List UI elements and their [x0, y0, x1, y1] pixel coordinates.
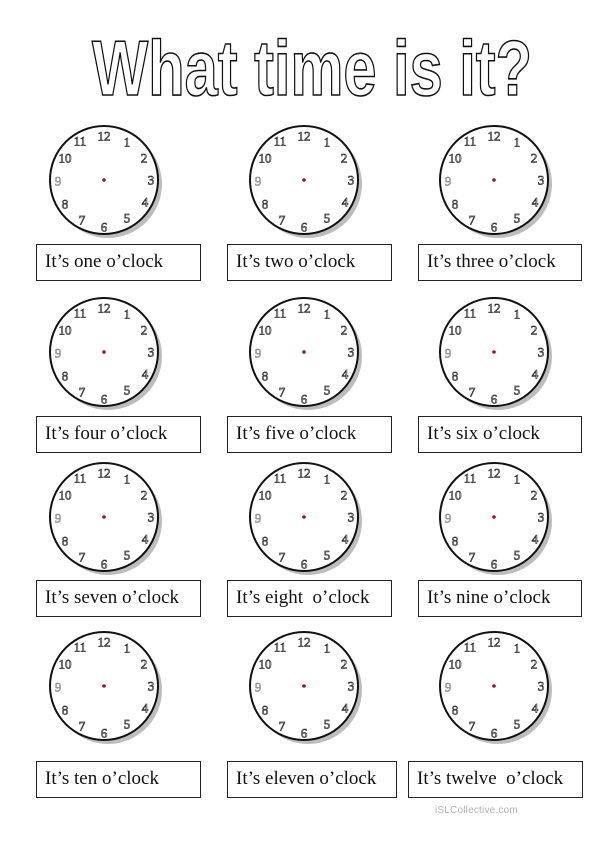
clock-center-dot — [302, 515, 306, 519]
clock-numeral-8: 8 — [61, 533, 69, 549]
clock-numeral-2: 2 — [140, 656, 148, 672]
clock-numeral-5: 5 — [513, 716, 521, 732]
clock-center-dot — [302, 684, 306, 688]
clock-numeral-1: 1 — [323, 134, 331, 150]
clock-face — [244, 626, 364, 746]
clock-center-dot — [302, 350, 306, 354]
clock-numeral-5: 5 — [123, 547, 131, 563]
clock-numeral-3: 3 — [347, 509, 355, 525]
clock-numeral-10: 10 — [258, 322, 272, 338]
clock-numeral-1: 1 — [513, 471, 521, 487]
clock-numeral-5: 5 — [323, 716, 331, 732]
clock-numeral-2: 2 — [340, 487, 348, 503]
clock-numeral-8: 8 — [261, 196, 269, 212]
clock-numeral-12: 12 — [97, 128, 111, 144]
clock-numeral-11: 11 — [273, 305, 287, 321]
clock-numeral-11: 11 — [73, 639, 87, 655]
clock-numeral-6: 6 — [100, 556, 108, 572]
clock-numeral-3: 3 — [537, 678, 545, 694]
clock-numeral-7: 7 — [278, 212, 286, 228]
clock-numeral-7: 7 — [78, 212, 86, 228]
clock-numeral-8: 8 — [451, 196, 459, 212]
clock-numeral-4: 4 — [141, 194, 149, 210]
time-answer-box: It’s nine o’clock — [418, 580, 582, 617]
clock-center-dot — [102, 350, 106, 354]
clock-face — [434, 457, 554, 577]
clock-center-dot — [492, 515, 496, 519]
clock-numeral-5: 5 — [513, 382, 521, 398]
clock-numeral-7: 7 — [468, 718, 476, 734]
clock-numeral-9: 9 — [444, 173, 452, 189]
clock-numeral-10: 10 — [258, 656, 272, 672]
time-answer-box: It’s two o’clock — [227, 244, 392, 281]
clock-numeral-9: 9 — [254, 510, 262, 526]
time-answer-box: It’s one o’clock — [36, 244, 201, 281]
clock-center-dot — [492, 350, 496, 354]
clock-numeral-10: 10 — [58, 656, 72, 672]
clock-numeral-9: 9 — [254, 345, 262, 361]
clock-numeral-5: 5 — [513, 547, 521, 563]
clock-numeral-1: 1 — [123, 134, 131, 150]
clock-numeral-10: 10 — [58, 322, 72, 338]
clock-center-dot — [102, 515, 106, 519]
clock-numeral-9: 9 — [444, 510, 452, 526]
time-answer-box: It’s twelve o’clock — [408, 761, 583, 798]
clock-numeral-7: 7 — [468, 549, 476, 565]
clock-numeral-7: 7 — [78, 718, 86, 734]
clock-numeral-12: 12 — [487, 465, 501, 481]
clock-numeral-10: 10 — [448, 487, 462, 503]
watermark: iSLCollective.com — [435, 805, 518, 816]
clock-numeral-6: 6 — [300, 556, 308, 572]
time-answer-box: It’s eleven o’clock — [227, 761, 397, 798]
clock-face — [44, 120, 164, 240]
clock-numeral-10: 10 — [58, 487, 72, 503]
clock-numeral-8: 8 — [261, 702, 269, 718]
clock-numeral-2: 2 — [530, 150, 538, 166]
clock-numeral-6: 6 — [490, 391, 498, 407]
clock-numeral-9: 9 — [54, 173, 62, 189]
page-title: What time is it? — [92, 24, 532, 112]
clock-face — [434, 626, 554, 746]
clock-numeral-3: 3 — [347, 172, 355, 188]
clock-numeral-9: 9 — [254, 173, 262, 189]
clock-face — [244, 120, 364, 240]
clock-numeral-1: 1 — [123, 640, 131, 656]
time-answer-box: It’s seven o’clock — [36, 580, 201, 617]
clock-numeral-11: 11 — [273, 470, 287, 486]
clock-numeral-2: 2 — [530, 656, 538, 672]
clock-numeral-5: 5 — [123, 716, 131, 732]
clock-numeral-10: 10 — [58, 150, 72, 166]
clock-numeral-9: 9 — [254, 679, 262, 695]
clock-numeral-12: 12 — [297, 300, 311, 316]
clock-center-dot — [302, 178, 306, 182]
clock-numeral-12: 12 — [487, 128, 501, 144]
clock-numeral-4: 4 — [531, 194, 539, 210]
clock-numeral-6: 6 — [100, 391, 108, 407]
clock-numeral-6: 6 — [490, 556, 498, 572]
clock-numeral-11: 11 — [73, 470, 87, 486]
clock-numeral-6: 6 — [100, 725, 108, 741]
clock-numeral-11: 11 — [463, 305, 477, 321]
clock-numeral-7: 7 — [468, 384, 476, 400]
clock-numeral-3: 3 — [537, 172, 545, 188]
clock-numeral-1: 1 — [513, 640, 521, 656]
clock-numeral-7: 7 — [78, 549, 86, 565]
clock-numeral-12: 12 — [487, 634, 501, 650]
clock-numeral-12: 12 — [97, 634, 111, 650]
clock-face — [244, 457, 364, 577]
clock-numeral-8: 8 — [451, 533, 459, 549]
clock-numeral-1: 1 — [123, 306, 131, 322]
clock-numeral-4: 4 — [531, 366, 539, 382]
clock-numeral-7: 7 — [278, 718, 286, 734]
clock-face — [44, 457, 164, 577]
clock-numeral-5: 5 — [123, 210, 131, 226]
clock-numeral-2: 2 — [140, 322, 148, 338]
clock-numeral-11: 11 — [463, 133, 477, 149]
clock-numeral-3: 3 — [537, 344, 545, 360]
clock-numeral-8: 8 — [61, 196, 69, 212]
clock-numeral-1: 1 — [123, 471, 131, 487]
clock-numeral-3: 3 — [147, 172, 155, 188]
clock-numeral-12: 12 — [97, 465, 111, 481]
clock-numeral-4: 4 — [141, 531, 149, 547]
clock-numeral-3: 3 — [347, 678, 355, 694]
clock-center-dot — [102, 684, 106, 688]
clock-numeral-9: 9 — [444, 345, 452, 361]
clock-numeral-5: 5 — [323, 382, 331, 398]
clock-numeral-10: 10 — [258, 487, 272, 503]
clock-numeral-7: 7 — [78, 384, 86, 400]
clock-numeral-7: 7 — [278, 384, 286, 400]
clock-numeral-2: 2 — [340, 322, 348, 338]
clock-numeral-6: 6 — [490, 725, 498, 741]
clock-numeral-6: 6 — [100, 219, 108, 235]
clock-center-dot — [492, 178, 496, 182]
clock-numeral-10: 10 — [448, 150, 462, 166]
clock-face — [434, 292, 554, 412]
clock-numeral-6: 6 — [490, 219, 498, 235]
clock-numeral-4: 4 — [531, 531, 539, 547]
clock-numeral-12: 12 — [297, 634, 311, 650]
clock-numeral-4: 4 — [531, 700, 539, 716]
clock-numeral-12: 12 — [487, 300, 501, 316]
clock-numeral-4: 4 — [141, 700, 149, 716]
clock-numeral-1: 1 — [323, 640, 331, 656]
clock-numeral-4: 4 — [141, 366, 149, 382]
clock-numeral-1: 1 — [513, 306, 521, 322]
clock-center-dot — [102, 178, 106, 182]
clock-numeral-2: 2 — [530, 487, 538, 503]
clock-numeral-1: 1 — [323, 306, 331, 322]
clock-numeral-9: 9 — [444, 679, 452, 695]
clock-numeral-11: 11 — [463, 639, 477, 655]
clock-numeral-2: 2 — [140, 487, 148, 503]
clock-numeral-8: 8 — [261, 368, 269, 384]
clock-numeral-4: 4 — [341, 700, 349, 716]
clock-numeral-1: 1 — [513, 134, 521, 150]
clock-numeral-4: 4 — [341, 194, 349, 210]
clock-numeral-12: 12 — [297, 465, 311, 481]
clock-numeral-10: 10 — [258, 150, 272, 166]
clock-numeral-6: 6 — [300, 725, 308, 741]
time-answer-box: It’s ten o’clock — [36, 761, 201, 798]
time-answer-box: It’s six o’clock — [418, 416, 582, 453]
clock-numeral-5: 5 — [323, 547, 331, 563]
clock-numeral-11: 11 — [73, 305, 87, 321]
clock-numeral-4: 4 — [341, 531, 349, 547]
clock-numeral-8: 8 — [61, 368, 69, 384]
clock-numeral-3: 3 — [537, 509, 545, 525]
clock-numeral-10: 10 — [448, 656, 462, 672]
time-answer-box: It’s three o’clock — [418, 244, 582, 281]
clock-numeral-5: 5 — [513, 210, 521, 226]
clock-face — [44, 626, 164, 746]
clock-numeral-2: 2 — [140, 150, 148, 166]
clock-face — [44, 292, 164, 412]
clock-numeral-3: 3 — [147, 344, 155, 360]
clock-numeral-2: 2 — [340, 656, 348, 672]
clock-numeral-8: 8 — [261, 533, 269, 549]
clock-numeral-2: 2 — [340, 150, 348, 166]
clock-numeral-7: 7 — [278, 549, 286, 565]
clock-numeral-5: 5 — [123, 382, 131, 398]
clock-numeral-12: 12 — [297, 128, 311, 144]
time-answer-box: It’s five o’clock — [227, 416, 392, 453]
clock-numeral-5: 5 — [323, 210, 331, 226]
time-answer-box: It’s four o’clock — [36, 416, 201, 453]
clock-numeral-9: 9 — [54, 345, 62, 361]
clock-numeral-8: 8 — [451, 368, 459, 384]
clock-numeral-11: 11 — [73, 133, 87, 149]
clock-numeral-3: 3 — [147, 678, 155, 694]
clock-numeral-7: 7 — [468, 212, 476, 228]
clock-numeral-6: 6 — [300, 219, 308, 235]
time-answer-box: It’s eight o’clock — [227, 580, 392, 617]
clock-numeral-3: 3 — [347, 344, 355, 360]
clock-numeral-8: 8 — [451, 702, 459, 718]
clock-numeral-2: 2 — [530, 322, 538, 338]
clock-numeral-12: 12 — [97, 300, 111, 316]
clock-numeral-3: 3 — [147, 509, 155, 525]
clock-numeral-11: 11 — [273, 133, 287, 149]
clock-numeral-11: 11 — [463, 470, 477, 486]
clock-numeral-9: 9 — [54, 679, 62, 695]
clock-numeral-9: 9 — [54, 510, 62, 526]
clock-numeral-10: 10 — [448, 322, 462, 338]
clock-numeral-1: 1 — [323, 471, 331, 487]
clock-numeral-8: 8 — [61, 702, 69, 718]
clock-face — [434, 120, 554, 240]
clock-numeral-11: 11 — [273, 639, 287, 655]
clock-numeral-6: 6 — [300, 391, 308, 407]
worksheet-title — [0, 0, 601, 115]
clock-numeral-4: 4 — [341, 366, 349, 382]
clock-face — [244, 292, 364, 412]
clock-center-dot — [492, 684, 496, 688]
